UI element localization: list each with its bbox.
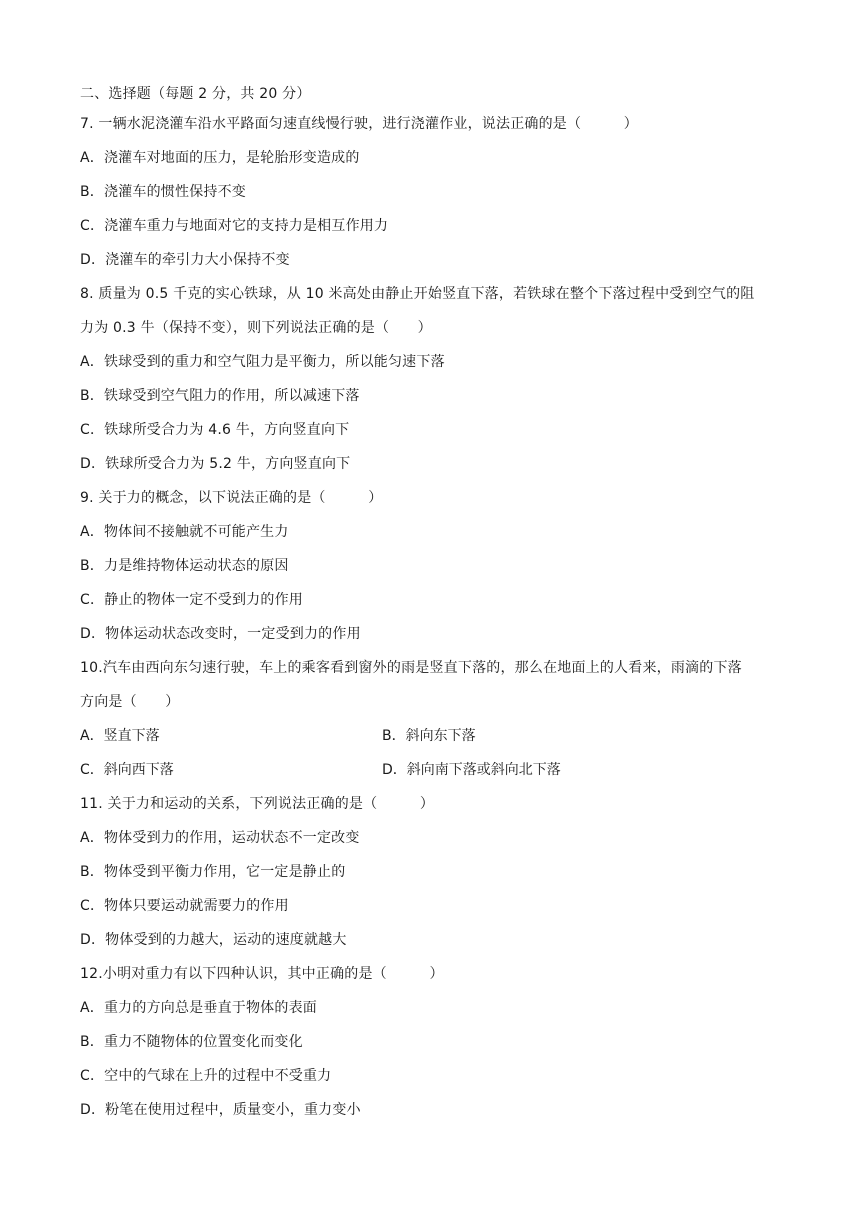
- option-d: D．铁球所受合力为 5.2 牛，方向竖直向下: [80, 456, 351, 472]
- question-stem-line-1: 8. 质量为 0.5 千克的实心铁球，从 10 米高处由静止开始竖直下落，若铁球在整个下落过程中受到空气的阻: [80, 286, 755, 302]
- question-stem-line-1: 10.汽车由西向东匀速行驶，车上的乘客看到窗外的雨是竖直下落的，那么在地面上的人看来，雨滴的下落: [80, 660, 742, 676]
- question-stem: 11. 关于力和运动的关系，下列说法正确的是（ ）: [80, 796, 435, 812]
- option-a: A．浇灌车对地面的压力，是轮胎形变造成的: [80, 150, 360, 166]
- option-d: D．物体受到的力越大，运动的速度就越大: [80, 932, 347, 948]
- option-c: C．铁球所受合力为 4.6 牛，方向竖直向下: [80, 422, 350, 438]
- question-stem: 12.小明对重力有以下四种认识，其中正确的是（ ）: [80, 966, 444, 982]
- question-7: [80, 107, 800, 277]
- option-a: A．重力的方向总是垂直于物体的表面: [80, 1000, 317, 1016]
- option-d: D．粉笔在使用过程中，质量变小，重力变小: [80, 1102, 361, 1118]
- option-d: D．浇灌车的牵引力大小保持不变: [80, 252, 290, 268]
- exam-page: [80, 82, 800, 1127]
- section-title: 二、选择题（每题 2 分，共 20 分）: [80, 86, 311, 102]
- question-stem: 9. 关于力的概念，以下说法正确的是（ ）: [80, 490, 383, 506]
- option-b: B．力是维持物体运动状态的原因: [80, 558, 289, 574]
- option-a: A．物体受到力的作用，运动状态不一定改变: [80, 830, 360, 846]
- option-d: D．斜向南下落或斜向北下落: [382, 762, 561, 778]
- option-c: C．空中的气球在上升的过程中不受重力: [80, 1068, 332, 1084]
- option-c: C．斜向西下落: [80, 762, 174, 778]
- option-a: A．竖直下落: [80, 728, 160, 744]
- option-a: A．铁球受到的重力和空气阻力是平衡力，所以能匀速下落: [80, 354, 445, 370]
- question-stem: 7. 一辆水泥浇灌车沿水平路面匀速直线慢行驶，进行浇灌作业，说法正确的是（ ）: [80, 116, 639, 132]
- options-row-1: [80, 719, 800, 753]
- option-b: B．浇灌车的惯性保持不变: [80, 184, 247, 200]
- option-d: D．物体运动状态改变时，一定受到力的作用: [80, 626, 361, 642]
- option-c: C．物体只要运动就需要力的作用: [80, 898, 289, 914]
- option-b: B．铁球受到空气阻力的作用，所以减速下落: [80, 388, 360, 404]
- options-row-2: [80, 753, 800, 787]
- question-stem-line-2: 方向是（ ）: [80, 694, 180, 710]
- question-9: [80, 481, 800, 651]
- option-b: B．物体受到平衡力作用，它一定是静止的: [80, 864, 346, 880]
- option-c: C．静止的物体一定不受到力的作用: [80, 592, 303, 608]
- option-b: B．重力不随物体的位置变化而变化: [80, 1034, 303, 1050]
- option-a: A．物体间不接触就不可能产生力: [80, 524, 289, 540]
- option-b: B．斜向东下落: [382, 728, 476, 744]
- question-10: [80, 651, 800, 787]
- question-11: [80, 787, 800, 957]
- option-c: C．浇灌车重力与地面对它的支持力是相互作用力: [80, 218, 389, 234]
- question-8: [80, 277, 800, 481]
- question-stem-line-2: 力为 0.3 牛（保持不变），则下列说法正确的是（ ）: [80, 320, 432, 336]
- question-12: [80, 957, 800, 1127]
